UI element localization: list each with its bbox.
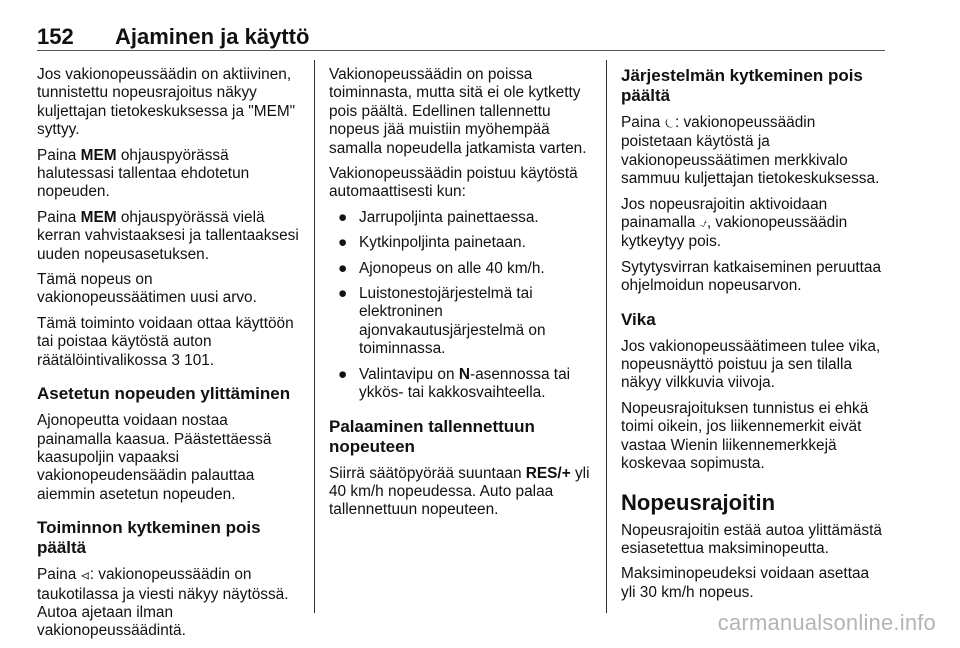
section-heading: Toiminnon kytkeminen pois päältä [37, 518, 261, 558]
section-heading: Järjestelmän kytkeminen pois päältä [621, 66, 863, 105]
column-divider [606, 60, 607, 613]
list-item: ● Jarrupoljinta painettaessa. [338, 208, 539, 226]
list-item: ● Kytkinpoljinta painetaan. [338, 234, 526, 252]
main-heading: Nopeusrajoitin [621, 489, 776, 515]
list-item: ● Luistonestojärjestelmä tai elektroninen ajonvakautusjärjestelmä on toiminnassa. [338, 285, 546, 358]
paragraph: Vakionopeussäädin on poissa toiminnasta, mutta sitä ei ole kytketty pois päältä. Edellinen tallennettu nopeus jää muistiin myöhempää samalla nopeudella jatkamista varten. [329, 66, 587, 157]
column-middle [329, 66, 591, 527]
paragraph: Maksiminopeudeksi voidaan asettaa yli 30 km/h nopeus. [621, 565, 870, 601]
section-heading: Vika [621, 309, 656, 329]
list-item: ● Ajonopeus on alle 40 km/h. [338, 259, 545, 277]
bullet-icon: ● [338, 365, 348, 383]
section-heading: Asetetun nopeuden ylittäminen [37, 384, 291, 404]
bullet-icon: ● [338, 259, 348, 277]
column-right [621, 66, 886, 609]
speed-limiter-icon: ⍻ [699, 216, 707, 232]
pause-cruise-icon: ⏿ [80, 568, 90, 584]
bullet-list [329, 209, 591, 403]
bullet-icon: ● [338, 285, 348, 303]
paragraph: Ajonopeutta voidaan nostaa painamalla kaasua. Päästettäessä kaasupoljin vapaaksi vakionopeudensäädin palauttaa aiemmin asetetun nopeuden. [37, 412, 272, 503]
paragraph: Paina MEM ohjauspyörässä halutessasi tallentaa ehdotetun nopeuden. [37, 146, 250, 201]
page-number: 152 [37, 24, 74, 49]
watermark: carmanualsonline.info [717, 610, 936, 635]
paragraph: Tämä nopeus on vakionopeussäätimen uusi arvo. [37, 271, 257, 307]
bullet-icon: ● [338, 234, 348, 252]
page-reference: 3 101. [171, 351, 215, 369]
paragraph: Tämä toiminto voidaan ottaa käyttöön tai poistaa käytöstä auton räätälöintivalikossa 3 101. [37, 314, 294, 369]
mem-key: MEM [80, 208, 117, 226]
bullet-icon: ● [338, 208, 348, 226]
page-header [37, 24, 885, 51]
list-item: ● Valintavipu on N-asennossa tai ykkös- tai kakkosvaihteella. [338, 365, 571, 402]
res-key: RES/+ [525, 464, 571, 482]
section-heading: Palaaminen tallennettuun nopeuteen [329, 416, 535, 456]
cruise-off-icon: ⏾ [664, 116, 675, 131]
paragraph: Nopeusrajoituksen tunnistus ei ehkä toimi oikein, jos liikennemerkit eivät vastaa Wienin liikennemerkkejä koskevaa sopimusta. [621, 399, 869, 473]
paragraph: Jos vakionopeussäätimeen tulee vika, nopeusnäyttö poistuu ja sen tilalla näkyy vilkkuvia viivoja. [621, 337, 881, 392]
column-left [37, 66, 299, 648]
column-divider [314, 60, 315, 613]
mem-key: MEM [80, 146, 117, 164]
paragraph: Jos nopeusrajoitin aktivoidaan painamalla ⍻, vakionopeussäädin kytkeytyy pois. [621, 195, 848, 251]
paragraph: Nopeusrajoitin estää autoa ylittämästä esiasetettua maksiminopeutta. [621, 521, 882, 557]
paragraph: Jos vakionopeussäädin on aktiivinen, tunnistettu nopeusrajoitus näkyy kuljettajan tietokeskuksessa ja "MEM" syttyy. [37, 66, 296, 139]
paragraph: Paina ⏾: vakionopeussäädin poistetaan käytöstä ja vakionopeussäätimen merkkivalo sammuu kuljettajan tietokeskuksessa. [621, 114, 880, 188]
paragraph: Sytytysvirran katkaiseminen peruuttaa ohjelmoidun nopeusarvon. [621, 258, 882, 295]
paragraph: Paina ⏿: vakionopeussäädin on taukotilassa ja viesti näkyy näytössä. Autoa ajetaan ilman vakionopeussäädintä. [37, 566, 289, 640]
chapter-title: Ajaminen ja käyttö [115, 24, 310, 49]
paragraph: Vakionopeussäädin poistuu käytöstä automaattisesti kun: [329, 165, 578, 201]
paragraph: Siirrä säätöpyörää suuntaan RES/+ yli 40 km/h nopeudessa. Auto palaa tallennettuun nopeuteen. [329, 464, 590, 519]
paragraph: Paina MEM ohjauspyörässä vielä kerran vahvistaaksesi ja tallentaaksesi uuden nopeusasetuksen. [37, 208, 299, 263]
